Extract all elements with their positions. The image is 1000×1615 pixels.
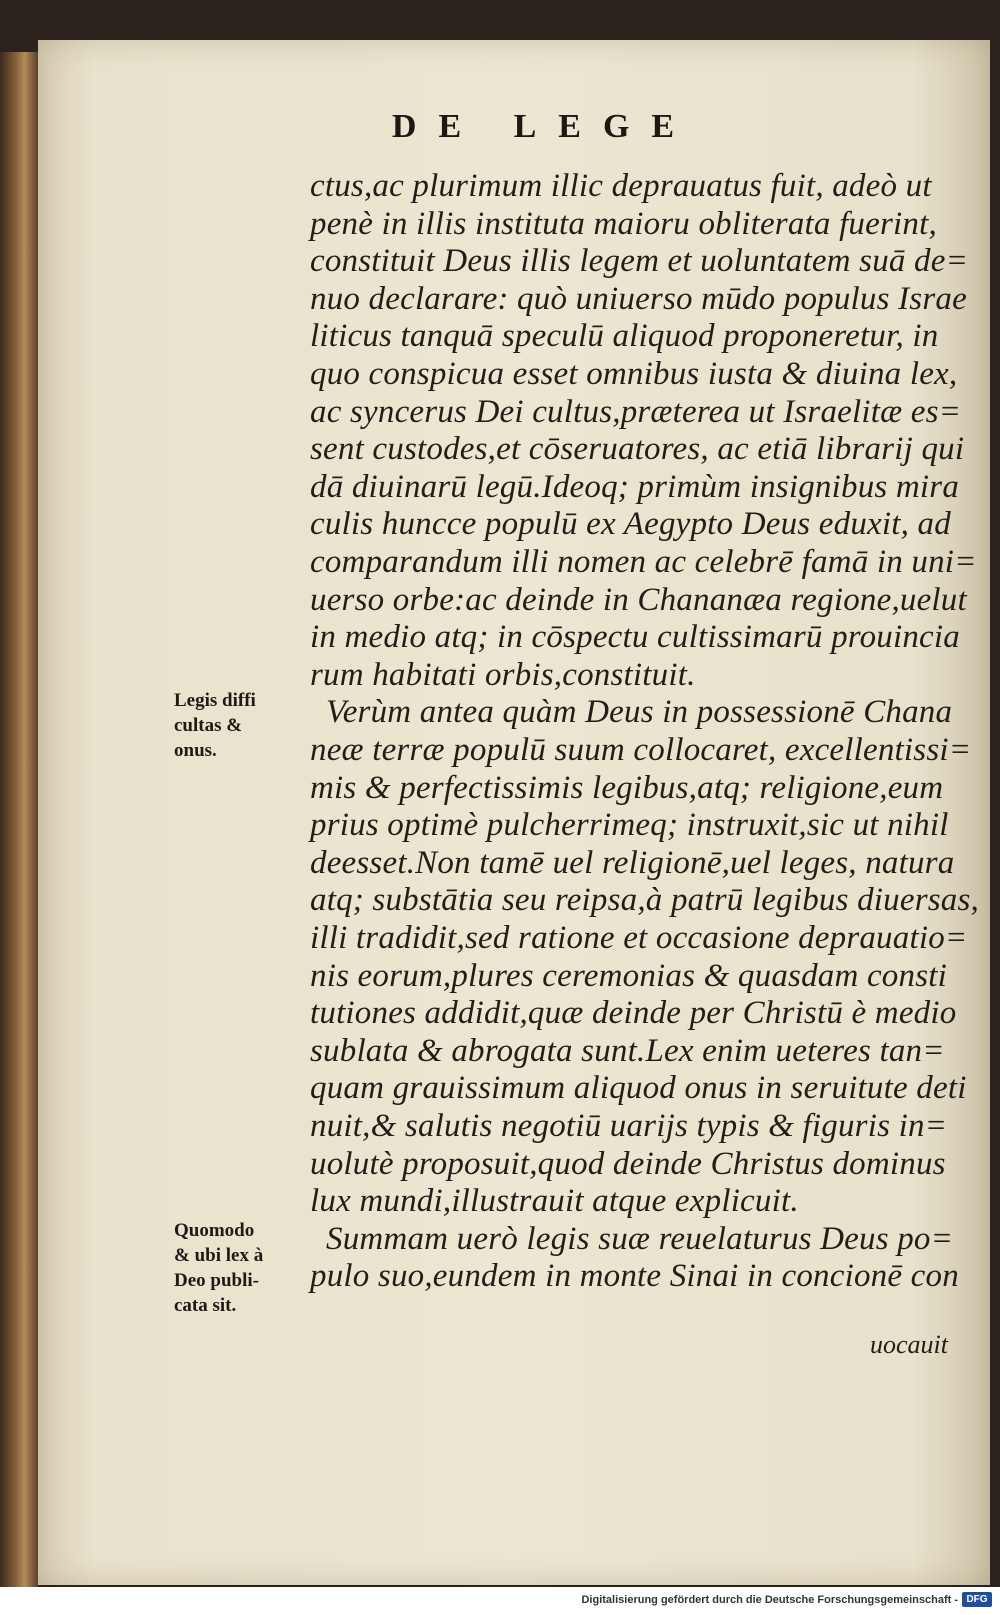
text-line: nuit,& salutis negotiū uarijs typis & figuris in= (310, 1108, 948, 1144)
text-line: comparandum illi nomen ac celebrē famā in uni= (310, 544, 977, 580)
text-line: mis & perfectissimis legibus,atq; religione,eum (310, 769, 944, 806)
text-line: culis huncce populū ex Aegypto Deus eduxit, ad (310, 506, 951, 543)
text-line: sublata & abrogata sunt.Lex enim ueteres tan= (310, 1032, 945, 1069)
text-line: prius optimè pulcherrimeq; instruxit,sic ut nihil (310, 807, 949, 844)
marginal-note-line: cultas & (174, 715, 243, 736)
catchword: uocauit (870, 1330, 948, 1359)
text-line: pulo suo,eundem in monte Sinai in concionē con (310, 1258, 959, 1295)
text-line: deesset.Non tamē uel religionē,uel leges, natura (310, 844, 955, 881)
text-line: illi tradidit,sed ratione et occasione deprauatio= (310, 920, 968, 956)
book-page (38, 40, 990, 1585)
marginal-note-line: Deo publi- (174, 1270, 259, 1291)
book-spine (0, 52, 38, 1587)
text-line: Summam uerò legis suӕ reuelaturus Deus po= (326, 1220, 954, 1257)
text-line: nis eorum,plures ceremonias & quasdam consti (310, 957, 947, 994)
text-line: uolutè proposuit,quod deinde Christus dominus (310, 1145, 946, 1182)
running-header: DE LEGE (391, 108, 697, 145)
text-line: quam grauissimum aliquod onus in seruitute deti (310, 1070, 967, 1107)
digitization-footer (0, 1587, 1000, 1615)
text-line: quo conspicua esset omnibus iusta & diuina lex, (310, 356, 958, 392)
text-line: in medio atq; in cōspectu cultissimarū prouincia (310, 619, 960, 656)
marginal-note-line: & ubi lex à (174, 1245, 264, 1266)
text-line: liticus tanquā speculū aliquod proponeretur, in (310, 318, 939, 355)
text-line: rum habitati orbis,constituit. (310, 656, 696, 693)
text-line: penè in illis instituta maioru obliterata fuerint, (310, 205, 937, 242)
text-line: Verùm antea quàm Deus in possessionē Chana (326, 694, 953, 731)
text-line: sent custodes,et cōseruatores, ac etiā librarij qui (310, 431, 965, 468)
text-line: dā diuinarū legū.Ideoq; primùm insignibus mira (310, 468, 960, 505)
marginal-note-line: cata sit. (174, 1295, 237, 1316)
text-line: ac syncerus Dei cultus,prӕterea ut Israelitӕ es= (310, 393, 962, 430)
text-line: lux mundi,illustrauit atque explicuit. (310, 1183, 799, 1220)
marginal-note-line: onus. (174, 740, 217, 761)
text-line: uerso orbe:ac deinde in Chananӕa regione,uelut (310, 581, 967, 618)
text-line: neӕ terrӕ populū suum collocaret, excellentissi= (310, 732, 972, 768)
dfg-logo: DFG (962, 1592, 992, 1607)
footer-credit: Digitalisierung gefördert durch die Deutsche Forschungsgemeinschaft - (581, 1594, 958, 1606)
text-line: constituit Deus illis legem et uoluntatem suā de= (310, 243, 969, 280)
text-line: ctus,ac plurimum illic deprauatus fuit, adeò ut (310, 168, 932, 204)
text-line: tutiones addidit,quӕ deinde per Christū è medio (310, 995, 957, 1032)
marginal-note-line: Quomodo (174, 1220, 255, 1241)
text-line: nuo declarare: quò uniuerso mūdo populus Israe (310, 280, 967, 317)
marginal-note-line: Legis diffi (174, 690, 256, 711)
text-line: atq; substātia seu reipsa,à patrū legibus diuersas, (310, 882, 979, 919)
